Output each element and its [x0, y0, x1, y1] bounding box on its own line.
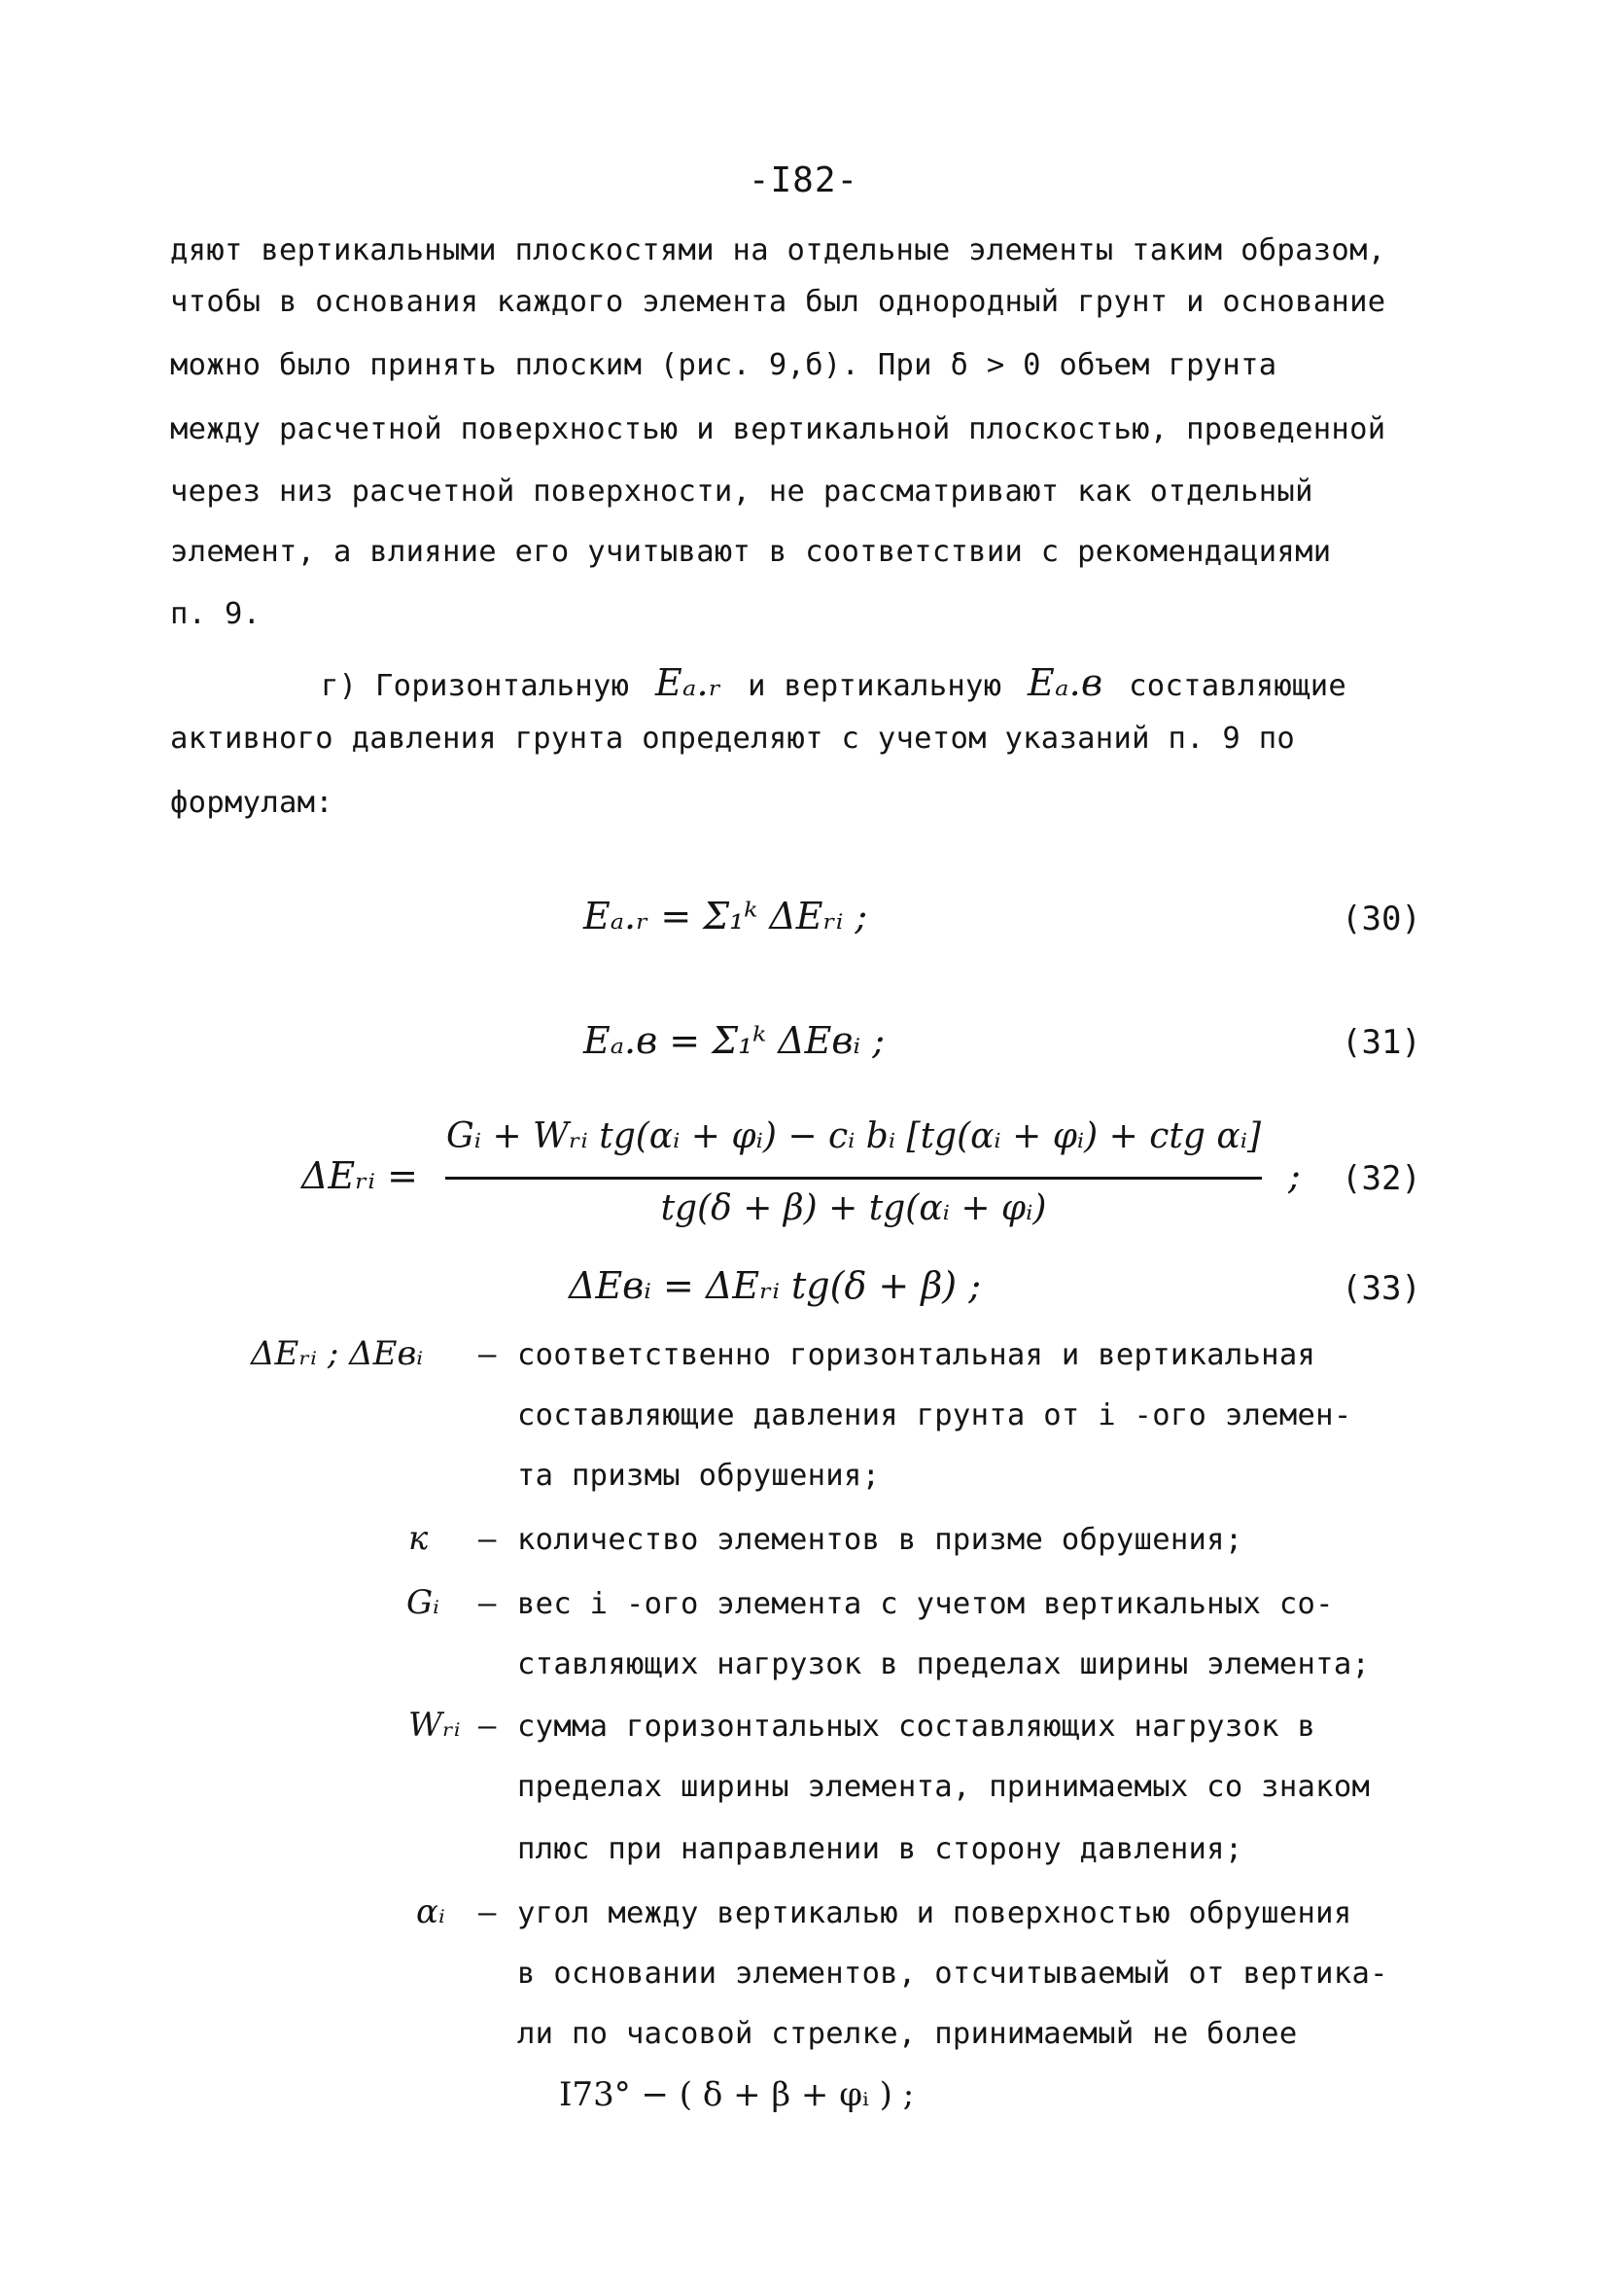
definition-text: соответственно горизонтальная и вертикальная [517, 1338, 1316, 1372]
paragraph-text: составляющие [1129, 669, 1347, 703]
definition-text: составляющие давления грунта от i -ого элемен- [517, 1398, 1352, 1432]
equation-number-31: (31) [1342, 1023, 1421, 1062]
paragraph-text: и вертикальную [748, 669, 1002, 703]
fraction-bar [445, 1177, 1262, 1180]
paragraph-line: элемент, а влияние его учитывают в соответствии с рекомендациями [170, 535, 1332, 569]
formula-32-lhs: ΔEᵣᵢ = [301, 1154, 418, 1197]
definition-text: количество элементов в призме обрушения; [517, 1523, 1243, 1557]
symbol-e-a-r: Eₐ.ᵣ [654, 661, 722, 704]
paragraph-line: между расчетной поверхностью и вертикальной плоскостью, проведенной [170, 412, 1386, 446]
definition-text: сумма горизонтальных составляющих нагрузок в [517, 1710, 1316, 1744]
definition-dash: – [478, 1587, 497, 1621]
formula-33: ΔEвᵢ = ΔEᵣᵢ tg(δ + β) ; [569, 1264, 982, 1307]
definition-dash: – [478, 1338, 497, 1372]
definition-text: плюс при направлении в сторону давления; [517, 1832, 1243, 1866]
paragraph-line: можно было принять плоским (рис. 9,б). При δ > 0 объем грунта [170, 348, 1277, 382]
definition-text: угол между вертикалью и поверхностью обрушения [517, 1896, 1352, 1930]
definition-dash: – [478, 1523, 497, 1557]
page-number: -I82- [748, 160, 859, 200]
formula-30: Eₐ.ᵣ = Σ₁ᵏ ΔEᵣᵢ ; [583, 895, 868, 937]
paragraph-line: формулам: [170, 786, 333, 820]
paragraph-line: активного давления грунта определяют с учетом указаний п. 9 по [170, 722, 1296, 756]
definition-symbol: Gᵢ [406, 1583, 439, 1622]
formula-32-denominator: tg(δ + β) + tg(αᵢ + φᵢ) [660, 1188, 1047, 1228]
equation-number-32: (32) [1342, 1159, 1421, 1198]
formula-31: Eₐ.в = Σ₁ᵏ ΔEвᵢ ; [583, 1019, 886, 1062]
equation-number-33: (33) [1342, 1269, 1421, 1308]
paragraph2-line1 [321, 661, 1346, 704]
paragraph-line: дяют вертикальными плоскостями на отдельные элементы таким образом, [170, 233, 1386, 267]
paragraph-line: чтобы в основания каждого элемента был однородный грунт и основание [170, 285, 1386, 319]
definition-text: та призмы обрушения; [517, 1459, 881, 1493]
definition-text: пределах ширины элемента, принимаемых со знаком [517, 1770, 1371, 1804]
definition-symbol: ΔEᵣᵢ ; ΔEвᵢ [251, 1334, 424, 1373]
equation-number-30: (30) [1342, 900, 1421, 938]
formula-32-numerator: Gᵢ + Wᵣᵢ tg(αᵢ + φᵢ) − cᵢ bᵢ [tg(αᵢ + φᵢ) + ctg αᵢ] [446, 1116, 1261, 1156]
paragraph-text: г) Горизонтальную [321, 669, 630, 703]
definition-text: в основании элементов, отсчитываемый от вертика- [517, 1957, 1388, 1991]
limit-expression: I73° − ( δ + β + φᵢ ) ; [559, 2075, 915, 2114]
paragraph-line: через низ расчетной поверхности, не рассматривают как отдельный [170, 475, 1313, 509]
definition-symbol: αᵢ [416, 1892, 445, 1931]
definition-dash: – [478, 1896, 497, 1930]
definition-text: ставляющих нагрузок в пределах ширины элемента; [517, 1647, 1371, 1681]
definition-text: ли по часовой стрелке, принимаемый не более [517, 2017, 1298, 2051]
formula-32-suffix: ; [1288, 1154, 1301, 1197]
symbol-e-a-v: Eₐ.в [1028, 661, 1103, 704]
paragraph-line: п. 9. [170, 597, 262, 631]
definition-text: вес i -ого элемента с учетом вертикальных со- [517, 1587, 1334, 1621]
definition-symbol: Wᵣᵢ [408, 1706, 461, 1745]
definition-symbol: к [408, 1519, 429, 1558]
definition-dash: – [478, 1710, 497, 1744]
